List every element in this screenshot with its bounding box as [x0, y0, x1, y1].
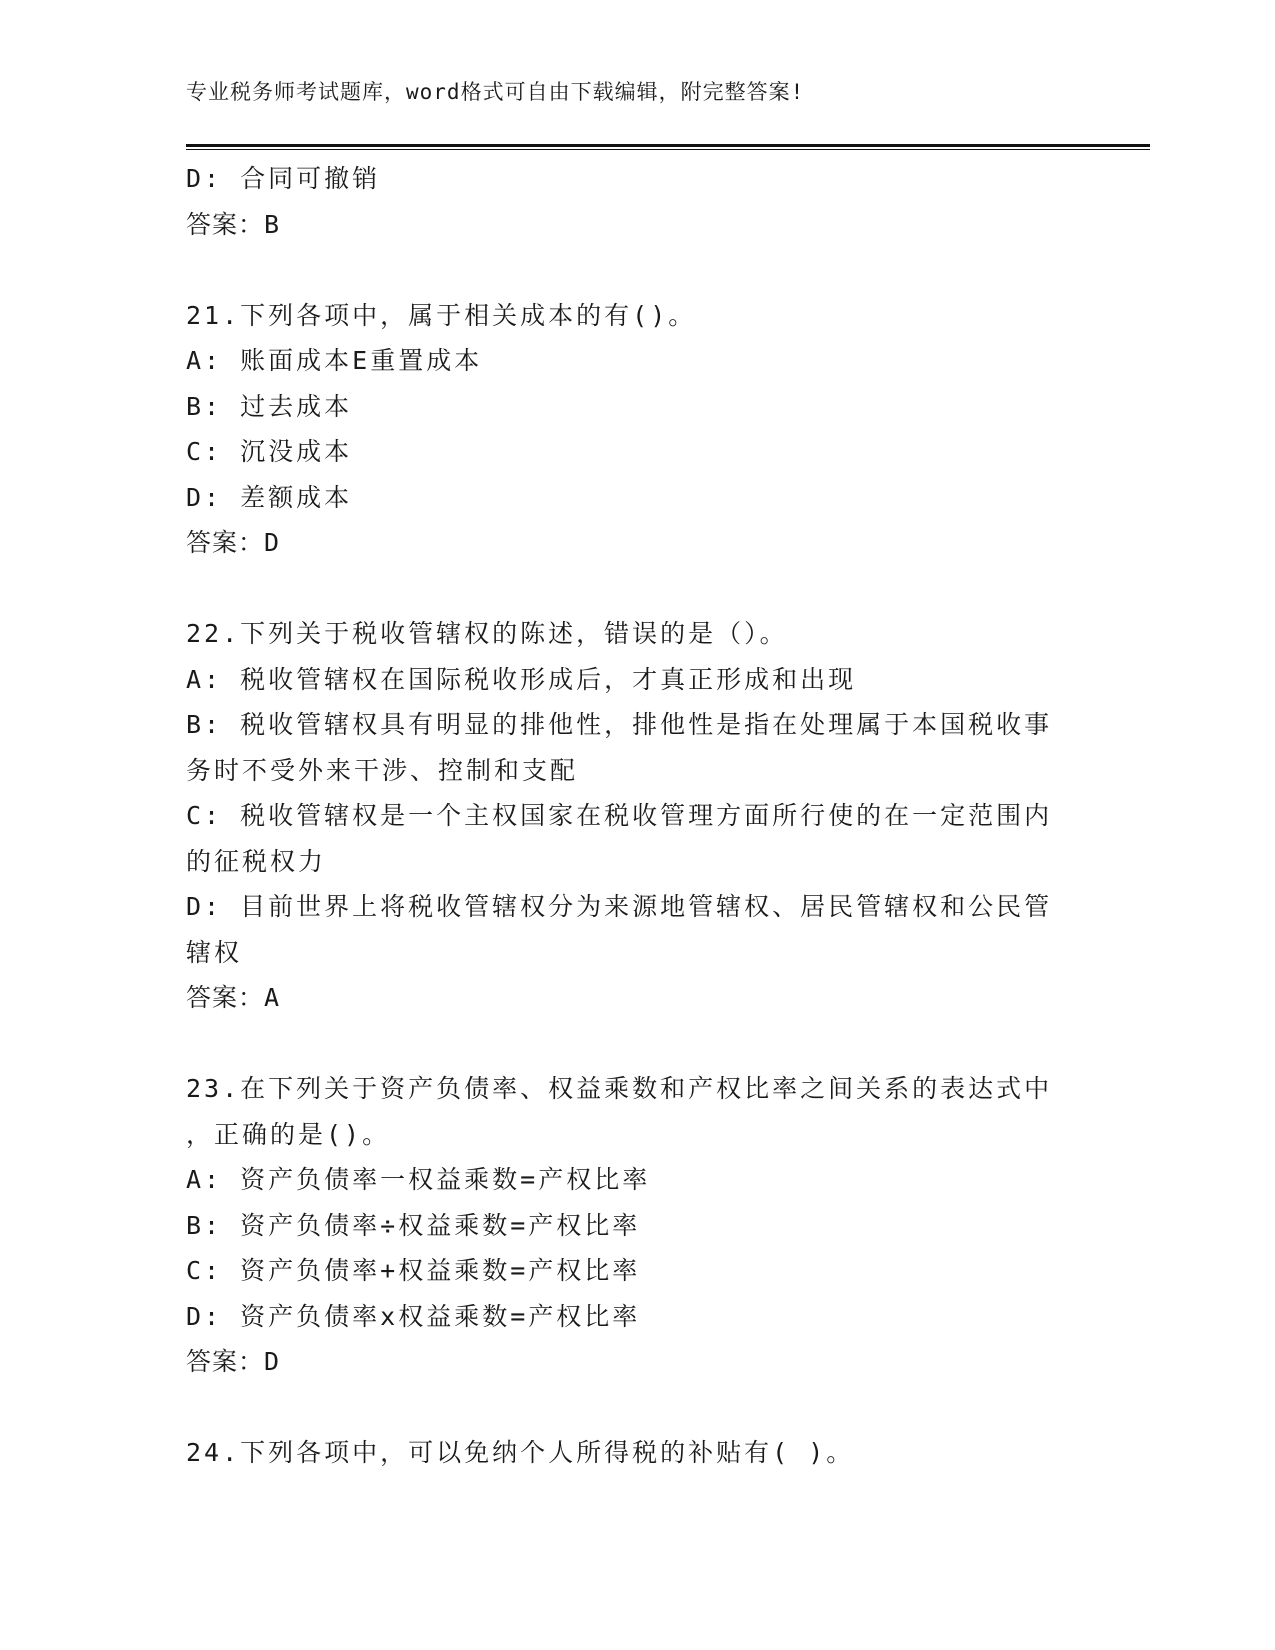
answer-label: 答案：: [186, 983, 265, 1012]
q22-option-a: A: 税收管辖权在国际税收形成后，才真正形成和出现: [186, 664, 857, 694]
q23-option-b: B: 资产负债率÷权益乘数=产权比率: [186, 1210, 641, 1240]
q21-answer: [186, 520, 1086, 566]
spacer: [186, 247, 1086, 293]
spacer: [186, 1385, 1086, 1431]
q21-option-c: C: 沉没成本: [186, 437, 353, 466]
spacer: [186, 566, 1086, 612]
answer-label: 答案：: [186, 1347, 265, 1376]
answer-label: 答案：: [186, 528, 265, 557]
page-header: 专业税务师考试题库，word格式可自由下载编辑，附完整答案!: [186, 80, 805, 104]
q22-option-c-line1: C: 税收管辖权是一个主权国家在税收管理方面所行使的在一定范围内: [186, 801, 1053, 830]
answer-value: D: [264, 528, 281, 557]
q21-question: 21.下列各项中，属于相关成本的有()。: [186, 300, 697, 330]
header-divider-thick: [186, 144, 1150, 147]
q23-option-c: C: 资产负债率+权益乘数=产权比率: [186, 1256, 641, 1285]
q22-option-d-line2: 辖权: [186, 937, 243, 967]
q21-option-d: D: 差额成本: [186, 482, 353, 512]
q22-question: 22.下列关于税收管辖权的陈述，错误的是（）。: [186, 619, 788, 648]
q24-question: 24.下列各项中，可以免纳个人所得税的补贴有( )。: [186, 1438, 855, 1467]
q22-answer: [186, 975, 1086, 1021]
question-content: [186, 156, 1086, 1476]
q23-option-d: D: 资产负债率x权益乘数=产权比率: [186, 1301, 641, 1331]
answer-value: B: [264, 209, 281, 239]
answer-value: D: [264, 1347, 281, 1376]
spacer: [186, 1021, 1086, 1067]
q22-option-d-line1: D: 目前世界上将税收管辖权分为来源地管辖权、居民管辖权和公民管: [186, 892, 1053, 921]
q23-option-a: A: 资产负债率一权益乘数=产权比率: [186, 1165, 651, 1194]
q20-answer: [186, 202, 1086, 248]
q22-option-b-line2: 务时不受外来干涉、控制和支配: [186, 755, 579, 785]
q21-option-b: B: 过去成本: [186, 391, 353, 421]
q20-option-d: D: 合同可撤销: [186, 164, 381, 193]
answer-label: 答案：: [186, 209, 265, 239]
q22-option-b-line1: B: 税收管辖权具有明显的排他性，排他性是指在处理属于本国税收事: [186, 710, 1053, 739]
q23-question-line1: 23.在下列关于资产负债率、权益乘数和产权比率之间关系的表达式中: [186, 1074, 1053, 1103]
q22-option-c-line2: 的征税权力: [186, 846, 327, 876]
header-divider-thin: [186, 149, 1150, 150]
q23-answer: [186, 1339, 1086, 1385]
q23-question-line2: ，正确的是()。: [186, 1119, 391, 1149]
answer-value: A: [264, 983, 281, 1012]
q21-option-a: A: 账面成本E重置成本: [186, 346, 483, 375]
